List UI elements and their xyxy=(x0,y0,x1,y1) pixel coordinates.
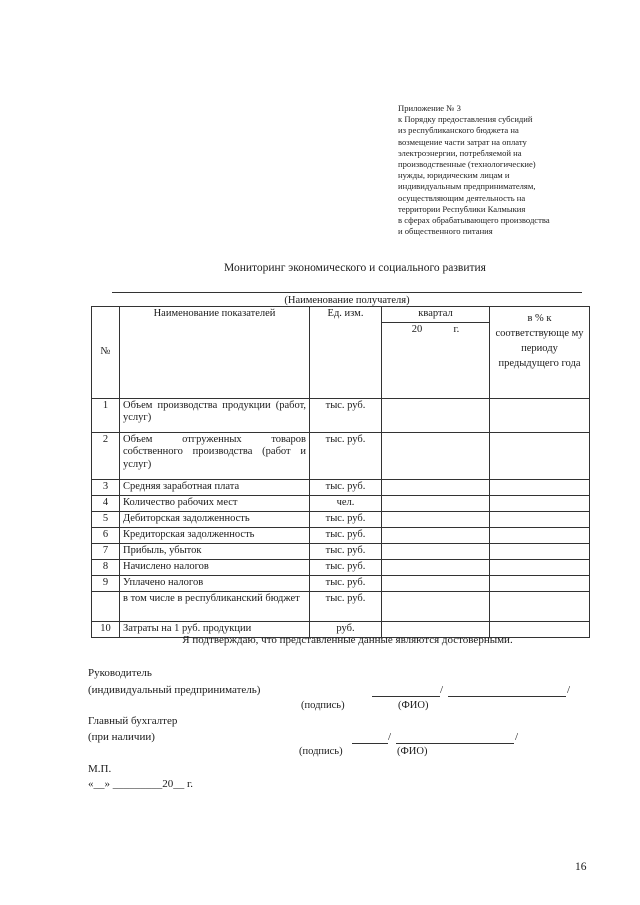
row-num: 7 xyxy=(92,543,120,559)
head-fio-line[interactable] xyxy=(448,696,566,697)
appendix-line: и общественного питания xyxy=(398,226,493,237)
header-quarter: квартал xyxy=(382,307,490,323)
appendix-line: территории Республики Калмыкия xyxy=(398,203,526,214)
row-value-cell[interactable] xyxy=(382,432,490,479)
row-pct-cell[interactable] xyxy=(490,527,590,543)
head-signature-caption: (подпись) xyxy=(301,700,345,711)
row-unit: тыс. руб. xyxy=(310,591,382,621)
table-row xyxy=(92,398,590,432)
row-pct-cell[interactable] xyxy=(490,543,590,559)
row-unit: тыс. руб. xyxy=(310,543,382,559)
confirmation-statement: Я подтверждаю, что представленные данные являются достоверными. xyxy=(182,634,513,646)
row-num: 6 xyxy=(92,527,120,543)
row-name: в том числе в республиканский бюджет xyxy=(120,591,310,621)
row-num: 2 xyxy=(92,432,120,479)
accountant-slash: / xyxy=(388,731,392,743)
accountant-fio-caption: (ФИО) xyxy=(397,746,428,757)
head-note: (индивидуальный предприниматель) xyxy=(88,684,261,696)
row-num: 1 xyxy=(92,398,120,432)
row-num: 4 xyxy=(92,495,120,511)
row-value-cell[interactable] xyxy=(382,575,490,591)
row-unit: чел. xyxy=(310,495,382,511)
row-value-cell[interactable] xyxy=(382,511,490,527)
row-pct-cell[interactable] xyxy=(490,511,590,527)
row-num: 9 xyxy=(92,575,120,591)
row-pct-cell[interactable] xyxy=(490,591,590,621)
table-row xyxy=(92,511,590,527)
header-year xyxy=(382,322,490,398)
row-num: 5 xyxy=(92,511,120,527)
header-unit: Ед. изм. xyxy=(310,307,382,399)
appendix-line: возмещение части затрат на оплату xyxy=(398,136,527,147)
row-unit: тыс. руб. xyxy=(310,479,382,495)
row-value-cell[interactable] xyxy=(382,559,490,575)
head-fio-caption: (ФИО) xyxy=(398,700,429,711)
head-slash: / xyxy=(440,684,444,696)
monitoring-table xyxy=(91,306,590,638)
appendix-line: Приложение № 3 xyxy=(398,103,461,113)
accountant-signature-line[interactable] xyxy=(352,743,388,744)
row-name: Средняя заработная плата xyxy=(120,479,310,495)
row-name: Объем отгруженных товаров собственного производства (работ и услуг) xyxy=(120,432,310,479)
recipient-caption: (Наименование получателя) xyxy=(284,295,410,306)
row-unit: тыс. руб. xyxy=(310,432,382,479)
date-line: «__» _________20__ г. xyxy=(88,778,194,790)
table-row xyxy=(92,495,590,511)
head-signature-line[interactable] xyxy=(372,696,440,697)
header-name: Наименование показателей xyxy=(120,307,310,399)
appendix-line: электроэнергии, потребляемой на xyxy=(398,147,522,158)
accountant-title: Главный бухгалтер xyxy=(88,715,178,727)
row-name: Уплачено налогов xyxy=(120,575,310,591)
table-row xyxy=(92,527,590,543)
row-unit: тыс. руб. xyxy=(310,559,382,575)
row-pct-cell[interactable] xyxy=(490,559,590,575)
table-row xyxy=(92,543,590,559)
row-value-cell[interactable] xyxy=(382,398,490,432)
accountant-signature-caption: (подпись) xyxy=(299,746,343,757)
row-pct-cell[interactable] xyxy=(490,479,590,495)
header-num: № xyxy=(92,307,120,399)
document-title: Мониторинг экономического и социального развития xyxy=(224,262,486,274)
row-unit: руб. xyxy=(310,621,382,637)
row-value-cell[interactable] xyxy=(382,479,490,495)
accountant-note: (при наличии) xyxy=(88,731,155,743)
header-year-suffix: г. xyxy=(453,323,460,335)
accountant-fio-line[interactable] xyxy=(396,743,514,744)
table-row xyxy=(92,575,590,591)
row-name: Кредиторская задолженность xyxy=(120,527,310,543)
table-header-row-1 xyxy=(92,307,590,323)
head-slash-end: / xyxy=(567,684,571,696)
appendix-line: к Порядку предоставления субсидий xyxy=(398,114,533,125)
row-name: Дебиторская задолженность xyxy=(120,511,310,527)
table-row xyxy=(92,591,590,621)
appendix-block xyxy=(398,103,630,237)
row-pct-cell[interactable] xyxy=(490,398,590,432)
table-row xyxy=(92,479,590,495)
table-row xyxy=(92,432,590,479)
row-name: Затраты на 1 руб. продукции xyxy=(120,621,310,637)
stamp-place: М.П. xyxy=(88,763,112,775)
row-num: 10 xyxy=(92,621,120,637)
head-title: Руководитель xyxy=(88,667,152,679)
appendix-line: производственные (технологические) xyxy=(398,159,536,170)
appendix-line: в сферах обрабатывающего производства xyxy=(398,215,550,226)
row-num xyxy=(92,591,120,621)
header-pct: в % к соответствующе му периоду предыдущего года xyxy=(490,307,590,399)
row-pct-cell[interactable] xyxy=(490,495,590,511)
appendix-line: индивидуальным предпринимателям, xyxy=(398,181,536,192)
row-name: Прибыль, убыток xyxy=(120,543,310,559)
row-unit: тыс. руб. xyxy=(310,511,382,527)
row-num: 3 xyxy=(92,479,120,495)
row-pct-cell[interactable] xyxy=(490,432,590,479)
row-pct-cell[interactable] xyxy=(490,575,590,591)
row-value-cell[interactable] xyxy=(382,527,490,543)
accountant-slash-end: / xyxy=(515,731,519,743)
table-row xyxy=(92,559,590,575)
header-year-value: 20 xyxy=(411,323,423,335)
row-num: 8 xyxy=(92,559,120,575)
appendix-line: нужды, юридическим лицам и xyxy=(398,170,510,181)
row-name: Объем производства продукции (работ, услуг) xyxy=(120,398,310,432)
row-name: Количество рабочих мест xyxy=(120,495,310,511)
row-value-cell[interactable] xyxy=(382,543,490,559)
row-value-cell[interactable] xyxy=(382,591,490,621)
row-unit: тыс. руб. xyxy=(310,575,382,591)
page-number: 16 xyxy=(575,861,587,873)
row-value-cell[interactable] xyxy=(382,495,490,511)
row-unit: тыс. руб. xyxy=(310,527,382,543)
row-name: Начислено налогов xyxy=(120,559,310,575)
row-unit: тыс. руб. xyxy=(310,398,382,432)
appendix-line: из республиканского бюджета на xyxy=(398,125,519,136)
appendix-line: осуществляющим деятельность на xyxy=(398,192,526,203)
recipient-name-line xyxy=(112,292,582,293)
